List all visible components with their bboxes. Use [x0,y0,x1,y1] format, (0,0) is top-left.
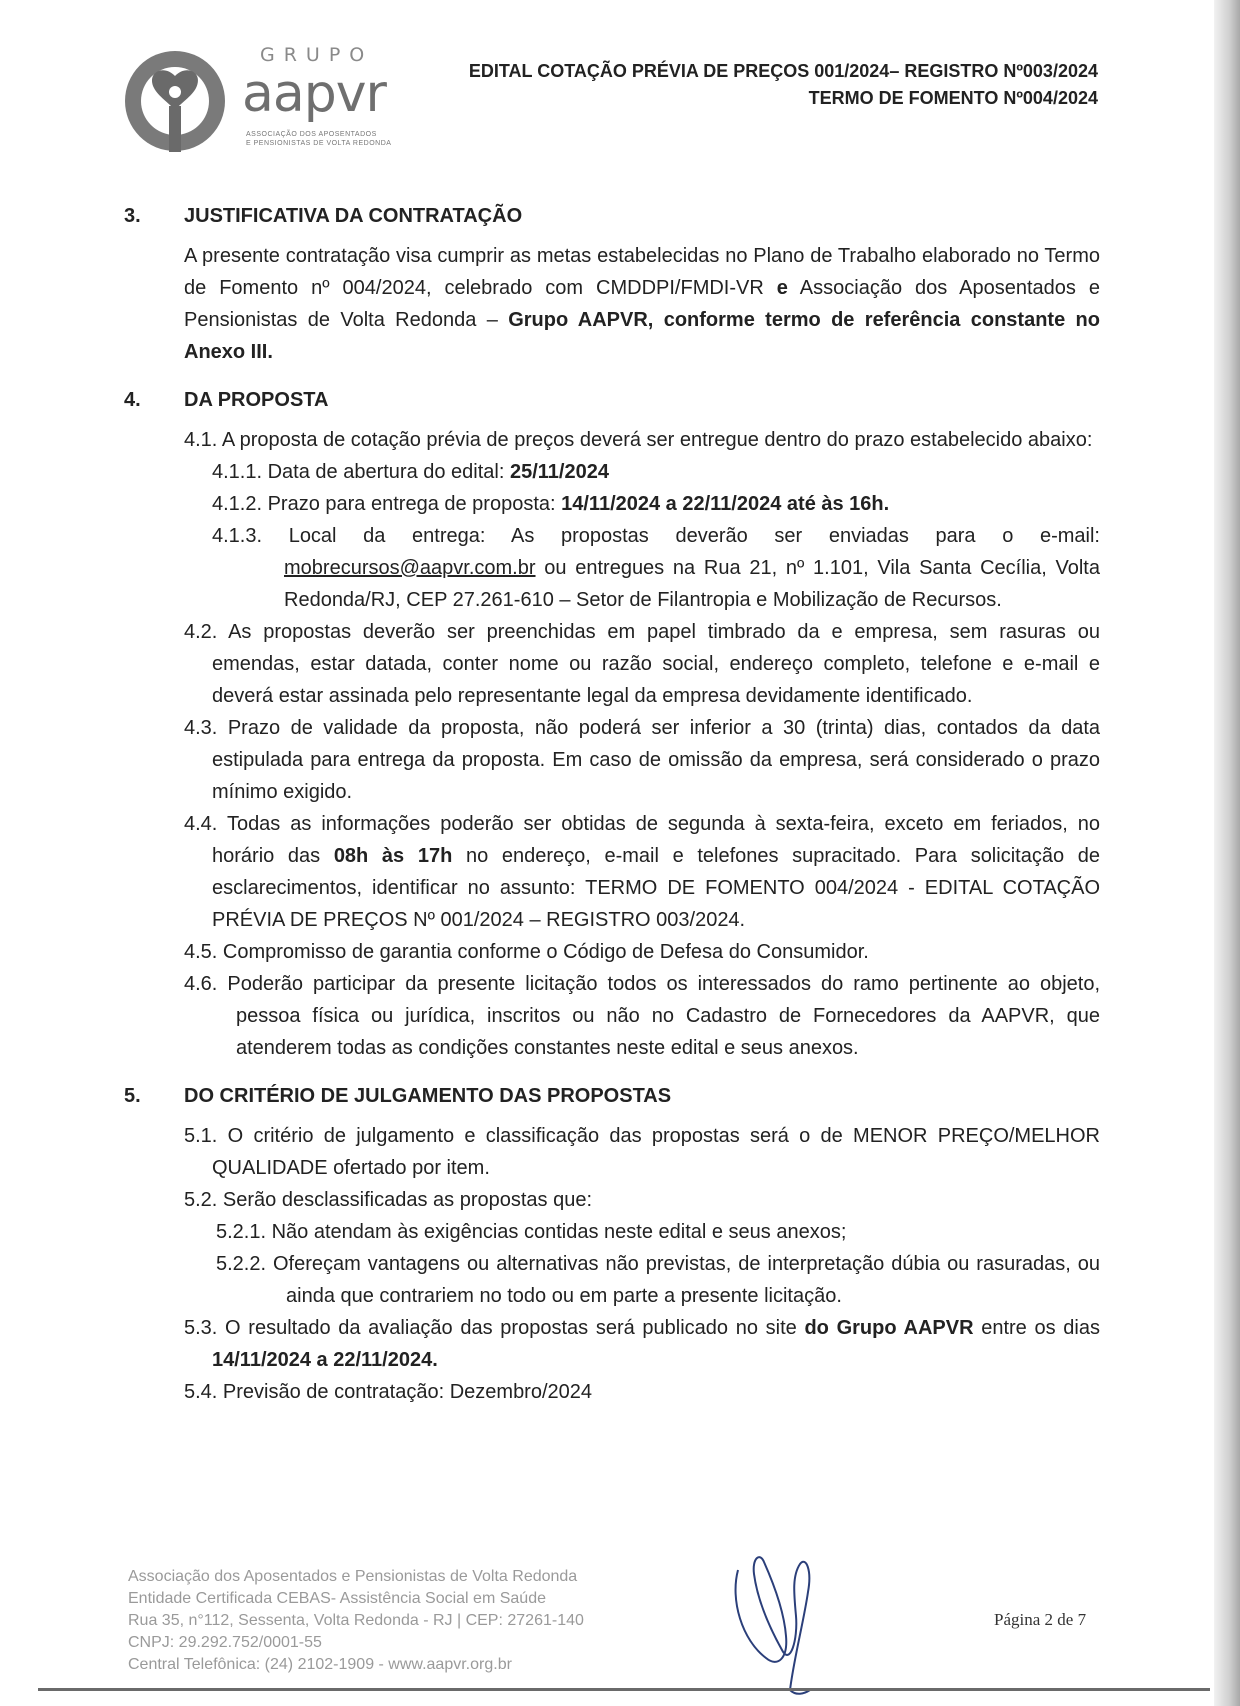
footer-address-block [128,1566,584,1676]
section-3-heading: 3. JUSTIFICATIVA DA CONTRATAÇÃO [124,205,523,227]
footer-line-2: Entidade Certificada CEBAS- Assistência Social em Saúde [128,1590,546,1607]
item-4-5: 4.5. Compromisso de garantia conforme o Código de Defesa do Consumidor. [184,941,869,963]
footer-line-5: Central Telefônica: (24) 2102-1909 - www.aapvr.org.br [128,1656,512,1673]
item-5-3: 5.3. O resultado da avaliação das propostas será publicado no site do Grupo AAPVR entre os dias 14/11/2024 a 22/11/2024. [184,1317,1100,1371]
section-4-heading: 4. DA PROPOSTA [124,389,329,411]
item-4-1-2: 4.1.2. Prazo para entrega de proposta: 14/11/2024 a 22/11/2024 até às 16h. [212,493,890,515]
scan-edge-shadow [1214,0,1240,1706]
item-5-2-1: 5.2.1. Não atendam às exigências contidas neste edital e seus anexos; [216,1221,847,1243]
item-4-1-3: 4.1.3. Local da entrega: As propostas deverão ser enviadas para o e-mail: mobrecursos@aapvr.com.br ou entregues na Rua 21, nº 1.101, Vila Santa Cecília, Volta Redonda/RJ, CEP 27.261-610 – Setor de Filantropia e Mobilização de Recursos. [212,525,1100,611]
footer-line-4: CNPJ: 29.292.752/0001-55 [128,1634,322,1651]
logo-brand-text: aapvr [242,64,386,124]
logo-subtitle: ASSOCIAÇÃO DOS APOSENTADOS E PENSIONISTAS DE VOLTA REDONDA [246,131,392,147]
item-5-1: 5.1. O critério de julgamento e classificação das propostas será o de MENOR PREÇO/MELHOR QUALIDADE ofertado por item. [184,1125,1100,1179]
section-5-heading: 5. DO CRITÉRIO DE JULGAMENTO DAS PROPOSTAS [124,1085,672,1107]
handwritten-signature [720,1540,830,1700]
header-title-line-2: TERMO DE FOMENTO Nº004/2024 [808,88,1098,108]
footer-line-3: Rua 35, n°112, Sessenta, Volta Redonda - RJ | CEP: 27261-140 [128,1612,584,1629]
scan-bottom-line [38,1688,1210,1691]
document-body [124,200,1100,1408]
page-number: Página 2 de 7 [994,1610,1087,1629]
item-4-3: 4.3. Prazo de validade da proposta, não poderá ser inferior a 30 (trinta) dias, contados da data estipulada para entrega da proposta. Em caso de omissão da empresa, será considerado o prazo mínimo exigido. [184,717,1100,803]
email-link[interactable]: mobrecursos@aapvr.com.br [284,557,536,579]
footer-line-1: Associação dos Aposentados e Pensionistas de Volta Redonda [128,1568,578,1585]
logo-group-text: GRUPO [260,44,374,66]
item-5-2: 5.2. Serão desclassificadas as propostas que: [184,1189,593,1211]
item-4-6: 4.6. Poderão participar da presente licitação todos os interessados do ramo pertinente ao objeto, pessoa física ou jurídica, inscritos ou não no Cadastro de Fornecedores da AAPVR, que atenderem todas as condições constantes neste edital e seus anexos. [184,973,1100,1059]
item-4-4: 4.4. Todas as informações poderão ser obtidas de segunda à sexta-feira, exceto em feriados, no horário das 08h às 17h no endereço, e-mail e telefones supracitado. Para solicitação de esclarecimentos, identificar no assunto: TERMO DE FOMENTO 004/2024 - EDITAL COTAÇÃO PRÉVIA DE PREÇOS Nº 001/2024 – REGISTRO 003/2024. [184,813,1100,931]
item-4-2: 4.2. As propostas deverão ser preenchidas em papel timbrado da e empresa, sem rasuras ou emendas, estar datada, conter nome ou razão social, endereço completo, telefone e e-mail e deverá estar assinada pelo representante legal da empresa devidamente identificado. [184,621,1100,707]
item-4-1-1: 4.1.1. Data de abertura do edital: 25/11/2024 [212,461,609,483]
header-title-line-1: EDITAL COTAÇÃO PRÉVIA DE PREÇOS 001/2024– REGISTRO Nº003/2024 [468,61,1098,81]
section-3-paragraph: A presente contratação visa cumprir as metas estabelecidas no Plano de Trabalho elaborado no Termo de Fomento nº 004/2024, celebrado com CMDDPI/FMDI-VR e Associação dos Aposentados e Pensionistas de Volta Redonda – Grupo AAPVR, conforme termo de referência constante no Anexo III. [184,245,1101,363]
item-5-2-2: 5.2.2. Ofereçam vantagens ou alternativas não previstas, de interpretação dúbia ou rasuradas, ou ainda que contrariem no todo ou em parte a presente licitação. [216,1253,1100,1307]
item-4-1: 4.1. A proposta de cotação prévia de preços deverá ser entregue dentro do prazo estabelecido abaixo: [184,429,1093,451]
aapvr-logo [120,44,400,154]
item-5-4: 5.4. Previsão de contratação: Dezembro/2024 [184,1381,593,1403]
aapvr-emblem-icon [120,48,230,154]
document-header-title [469,58,1098,112]
